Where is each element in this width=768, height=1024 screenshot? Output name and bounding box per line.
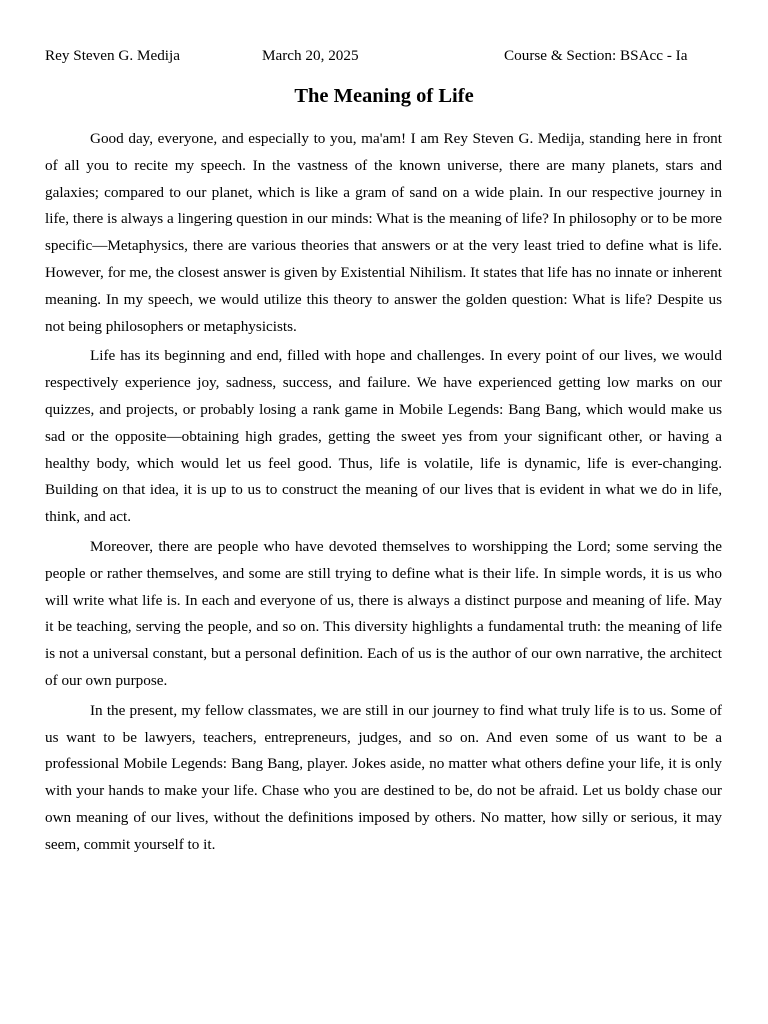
document-date: March 20, 2025	[262, 47, 359, 64]
author-name: Rey Steven G. Medija	[45, 47, 180, 64]
paragraph-4: In the present, my fellow classmates, we are still in our journey to find what truly life is to us. Some of us want to be lawyers, teachers, entrepreneurs, judges, and so on. And even some of us want to be a professional Mobile Legends: Bang Bang, player. Jokes aside, no matter what others define your life, it is only with your hands to make your life. Chase who you are destined to be, do not be afraid. Let us boldy chase our own meaning of our lives, without the definitions imposed by others. No matter, how silly or serious, it may seem, commit yourself to it.	[45, 701, 722, 853]
paragraph-1: Good day, everyone, and especially to you, ma'am! I am Rey Steven G. Medija, standing here in front of all you to recite my speech. In the vastness of the known universe, there are many planets, stars and galaxies; compared to our planet, which is like a gram of sand on a wide plain. In our respective journey in life, there is always a lingering question in our minds: What is the meaning of life? In philosophy or to be more specific—Metaphysics, there are various theories that answers or at the very least tried to define what is life. However, for me, the closest answer is given by Existential Nihilism. It states that life has no innate or inherent meaning. In my speech, we would utilize this theory to answer the golden question: What is life? Despite us not being philosophers or metaphysicists.	[45, 130, 722, 335]
paragraph-2: Life has its beginning and end, filled with hope and challenges. In every point of our lives, we would respectively experience joy, sadness, success, and failure. We have experienced getting low marks on our quizzes, and projects, or probably losing a rank game in Mobile Legends: Bang Bang, which would make us sad or the opposite—obtaining high grades, getting the sweet yes from your significant other, or having a healthy body, which would let us feel good. Thus, life is volatile, life is dynamic, life is ever-changing. Building on that idea, it is up to us to construct the meaning of our lives that is evident in what we do in life, think, and act.	[45, 347, 722, 526]
document-title: The Meaning of Life	[294, 85, 474, 107]
document-body	[45, 126, 722, 862]
paragraph-3: Moreover, there are people who have devoted themselves to worshipping the Lord; some serving the people or rather themselves, and some are still trying to define what is their life. In simple words, it is us who will write what life is. In each and everyone of us, there is always a distinct purpose and meaning of life. May it be teaching, serving the people, and so on. This diversity highlights a fundamental truth: the meaning of life is not a universal constant, but a personal definition. Each of us is the author of our own narrative, the architect of our own purpose.	[45, 537, 722, 689]
course-section: Course & Section: BSAcc - Ia	[504, 47, 688, 64]
